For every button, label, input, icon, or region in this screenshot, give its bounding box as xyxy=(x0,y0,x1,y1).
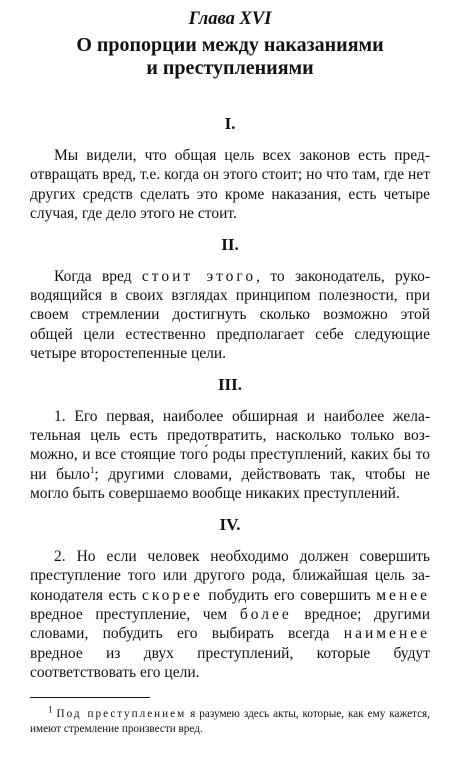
paragraph-text: вредное; другими словами, побудить его выбирать всегда xyxy=(30,605,430,643)
chapter-title-line-2: и преступлениями xyxy=(146,57,314,79)
section-numeral: II. xyxy=(221,234,239,254)
paragraph-text: побудить его совершить xyxy=(202,586,377,604)
emphasis-spaced: стоит этого xyxy=(141,267,257,285)
section-4 xyxy=(30,515,430,683)
footnote-marker: 1 xyxy=(48,703,53,714)
section-numeral: IV. xyxy=(219,514,241,534)
chapter-title-line-1: О пропорции между наказаниями xyxy=(76,34,384,56)
section-numeral: III. xyxy=(217,374,243,394)
paragraph-text: Когда вред xyxy=(54,267,142,285)
section-paragraph xyxy=(30,407,430,504)
paragraph-text: 1. Его первая, наиболее обширная и наиболее желательная цель есть предотвратить, насколько только возможно, и все стоящие того́ роды преступлений, каких бы то ни было xyxy=(30,407,430,483)
emphasis-spaced: более xyxy=(239,605,292,623)
chapter-title xyxy=(30,34,430,80)
footnote xyxy=(30,703,430,737)
paragraph-text: 2. Но если человек необходимо должен совершить преступление того или другого рода, ближайшая цель законодателя есть xyxy=(30,547,430,604)
section-paragraph xyxy=(30,146,430,224)
section-paragraph xyxy=(30,267,430,364)
emphasis-spaced: скорее xyxy=(142,586,203,604)
document-page xyxy=(30,8,430,737)
chapter-heading: Глава XVI xyxy=(188,9,272,29)
emphasis-spaced: наименее xyxy=(343,625,430,643)
paragraph-text: вредное из двух преступлений, которые будут соответствовать его цели. xyxy=(30,644,430,682)
paragraph-text: Мы видели, что общая цель всех законов есть предотвращать вред, т.е. когда он этого стоит; но что там, где нет других средств сделать это кроме наказания, есть четыре случая, где дело этого не стоит. xyxy=(30,147,430,223)
paragraph-text: вредное преступление, чем xyxy=(30,605,240,623)
section-1 xyxy=(30,114,430,224)
footnote-term: Под преступлением xyxy=(56,707,187,720)
section-paragraph xyxy=(30,547,430,683)
footnote-reference[interactable]: 1 xyxy=(89,464,95,475)
paragraph-text: , то законодатель, руководящийся в своих взглядах принципом полезности, при своем стремлении достигнуть сколько возможно этой общей цели естественно предполагает себе следующие четыре второстепенные цели. xyxy=(30,267,430,363)
section-3 xyxy=(30,375,430,504)
section-numeral: I. xyxy=(224,114,236,133)
emphasis-spaced: менее xyxy=(376,586,430,604)
paragraph-text: ; другими словами, действовать так, чтобы не могло быть совершаемо вообще никаких преступлений. xyxy=(30,465,431,503)
footnote-text: я разумею здесь акты, которые, как ему кажется, имеют стремление произвести вред. xyxy=(30,707,430,735)
section-2 xyxy=(30,235,430,364)
